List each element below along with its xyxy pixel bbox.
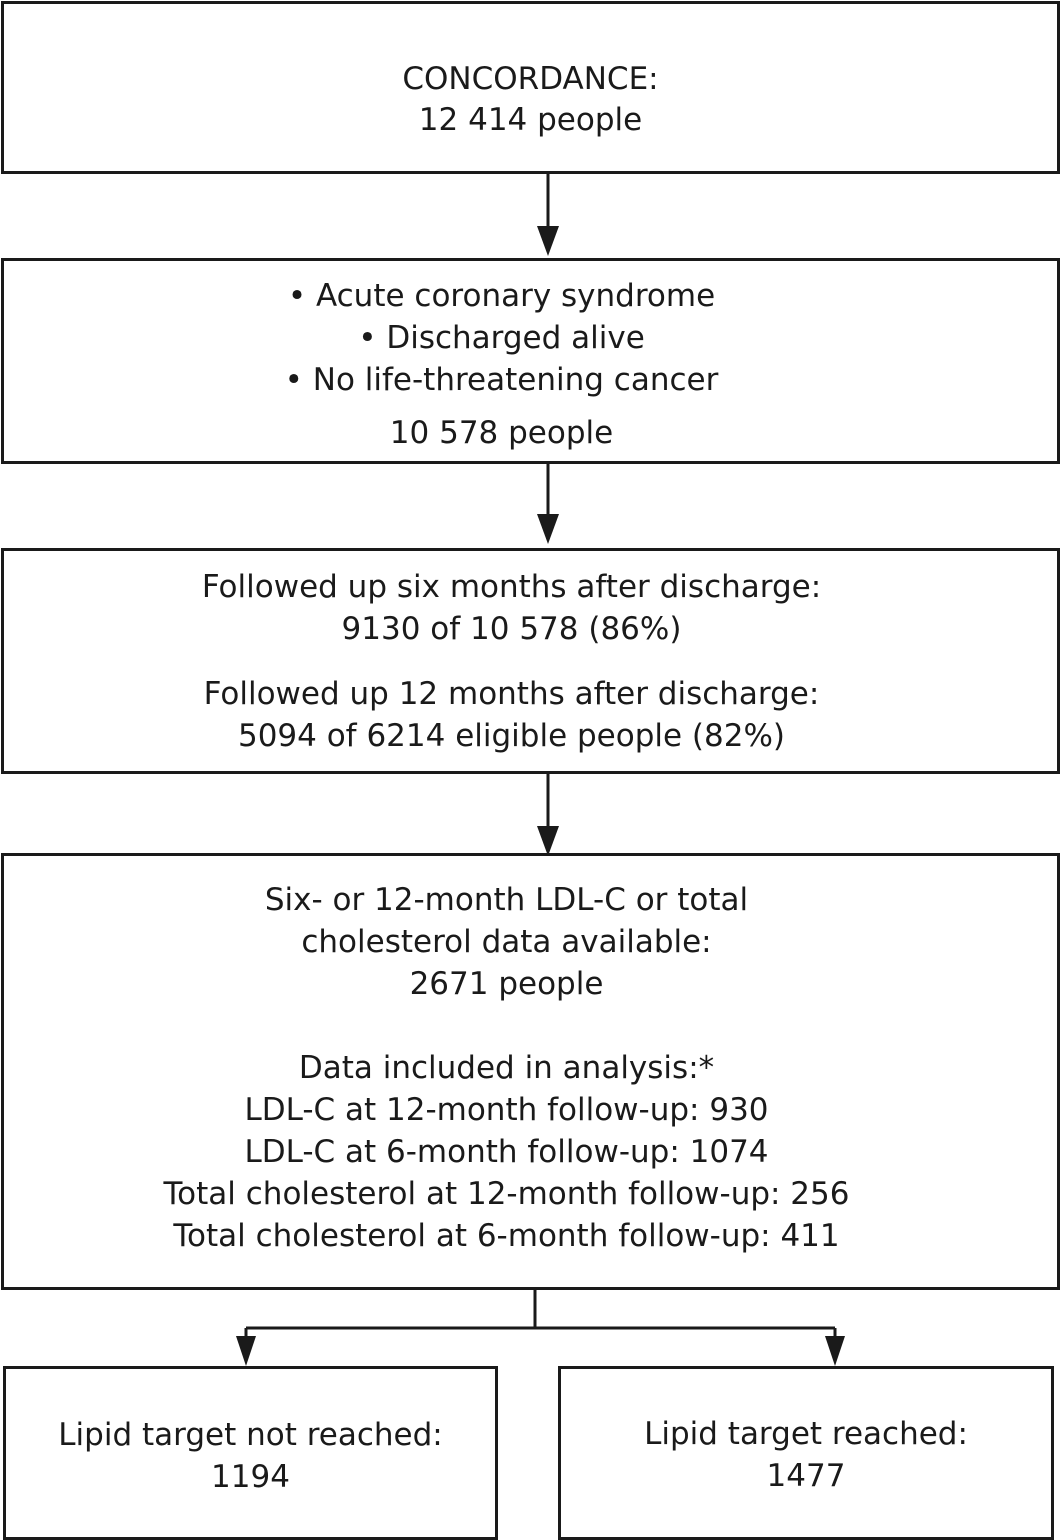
data-box [1,853,1060,1290]
analysis-item: LDL-C at 6-month follow-up: 1074 [244,1134,769,1170]
criteria-item: • No life-threatening cancer [284,362,719,398]
source-title: CONCORDANCE: [402,61,659,97]
reached-label: Lipid target reached: [644,1416,968,1452]
not-reached-label: Lipid target not reached: [58,1417,443,1453]
criteria-box [1,258,1060,464]
reached-count: 1477 [766,1458,846,1494]
analysis-item: Total cholesterol at 12-month follow-up: 256 [163,1176,850,1212]
data-available-count: 2671 people [409,966,604,1002]
not-reached-box [3,1366,498,1540]
not-reached-count: 1194 [211,1459,290,1495]
followup-six-month-label: Followed up six months after discharge: [201,569,822,605]
arrowhead [537,514,559,544]
analysis-heading: Data included in analysis:* [298,1050,715,1086]
source-box [1,1,1060,174]
source-count: 12 414 people [418,102,643,138]
data-available-line: Six- or 12-month LDL-C or total [264,882,749,918]
criteria-item: • Discharged alive [358,320,645,356]
arrowhead [825,1336,845,1366]
reached-box [558,1366,1054,1540]
arrowhead [236,1336,256,1366]
followup-six-month-count: 9130 of 10 578 (86%) [341,611,682,647]
followup-twelve-month-count: 5094 of 6214 eligible people (82%) [237,718,786,754]
criteria-item: • Acute coronary syndrome [287,278,716,314]
data-available-line: cholesterol data available: [301,924,712,960]
arrowhead [537,826,559,856]
followup-box [1,548,1060,774]
followup-twelve-month-label: Followed up 12 months after discharge: [203,676,820,712]
analysis-item: LDL-C at 12-month follow-up: 930 [244,1092,769,1128]
criteria-count: 10 578 people [389,415,614,451]
arrowhead [537,226,559,256]
analysis-item: Total cholesterol at 6-month follow-up: 411 [173,1218,840,1254]
